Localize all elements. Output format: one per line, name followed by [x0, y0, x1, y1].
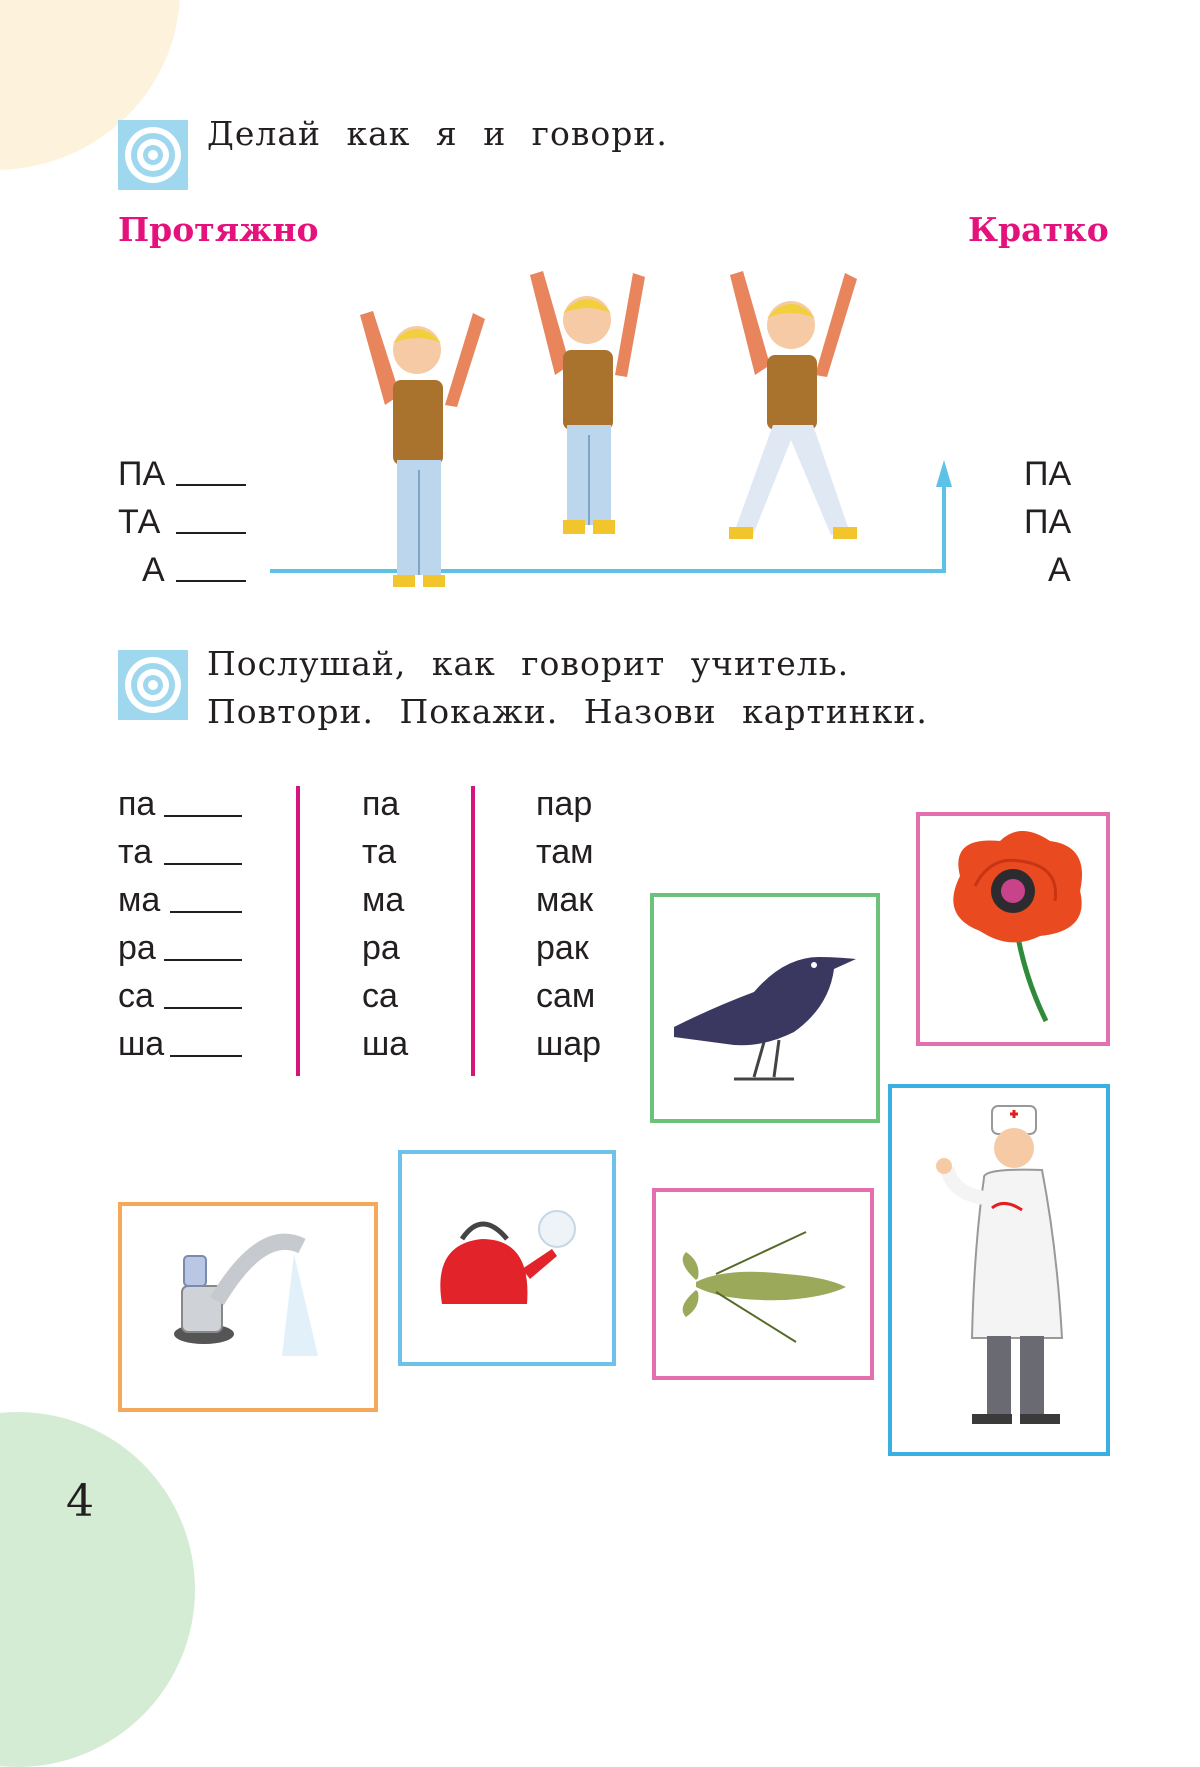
syllable-long: ша [118, 1025, 165, 1063]
syllable-long: па [118, 785, 156, 823]
task1-instruction: Делай как я и говори. [207, 114, 668, 153]
syllable-short: та [362, 833, 397, 871]
syllable-left-2: ТА [118, 503, 161, 541]
word: шар [536, 1025, 602, 1063]
word: пар [536, 785, 593, 823]
syllable-long: та [118, 833, 153, 871]
word: сам [536, 977, 596, 1015]
dash-line [164, 959, 242, 961]
corner-decoration-bottom [0, 1412, 195, 1767]
column-divider [296, 786, 300, 1076]
word: там [536, 833, 594, 871]
kettle-illustration [402, 1154, 612, 1362]
dash-line [176, 484, 246, 486]
poppy-picture-frame [916, 812, 1110, 1046]
label-short: Кратко [968, 210, 1109, 249]
syllable-long: са [118, 977, 154, 1015]
dash-line [170, 1055, 242, 1057]
crayfish-picture-frame [652, 1188, 874, 1380]
dash-line [176, 580, 246, 582]
boys-exercise-illustration [260, 265, 960, 595]
page-number: 4 [66, 1476, 94, 1527]
water-tap-illustration [122, 1206, 374, 1408]
syllable-right-1: ПА [1024, 455, 1072, 493]
doctor-illustration [892, 1088, 1106, 1452]
syllable-right-2: ПА [1024, 503, 1072, 541]
syllable-short: па [362, 785, 400, 823]
kettle-picture-frame [398, 1150, 616, 1366]
boy-arms-up-illustration [729, 271, 857, 539]
target-icon [118, 120, 188, 190]
label-drawn-out: Протяжно [118, 210, 319, 249]
word: рак [536, 929, 589, 967]
boy-arms-up-illustration [530, 271, 645, 534]
dash-line [170, 911, 242, 913]
task2-instruction-line2: Повтори. Покажи. Назови картинки. [207, 692, 928, 731]
dash-line [164, 863, 242, 865]
syllable-left-1: ПА [118, 455, 166, 493]
syllable-short: ша [362, 1025, 409, 1063]
syllable-right-3: А [1048, 551, 1071, 589]
syllable-short: са [362, 977, 398, 1015]
doctor-picture-frame [888, 1084, 1110, 1456]
syllable-short: ма [362, 881, 405, 919]
crayfish-illustration [656, 1192, 870, 1376]
column-divider [471, 786, 475, 1076]
task2-instruction-line1: Послушай, как говорит учитель. [207, 644, 850, 683]
poppy-illustration [920, 816, 1106, 1042]
boy-arms-up-illustration [360, 311, 485, 587]
dash-line [164, 1007, 242, 1009]
dash-line [164, 815, 242, 817]
arrow-up-icon [936, 460, 952, 487]
syllable-long: ра [118, 929, 156, 967]
syllable-left-3: А [142, 551, 165, 589]
dash-line [176, 532, 246, 534]
target-icon [118, 650, 188, 720]
word: мак [536, 881, 594, 919]
syllable-long: ма [118, 881, 161, 919]
syllable-short: ра [362, 929, 400, 967]
rook-picture-frame [650, 893, 880, 1123]
tap-picture-frame [118, 1202, 378, 1412]
rook-bird-illustration [654, 897, 876, 1119]
